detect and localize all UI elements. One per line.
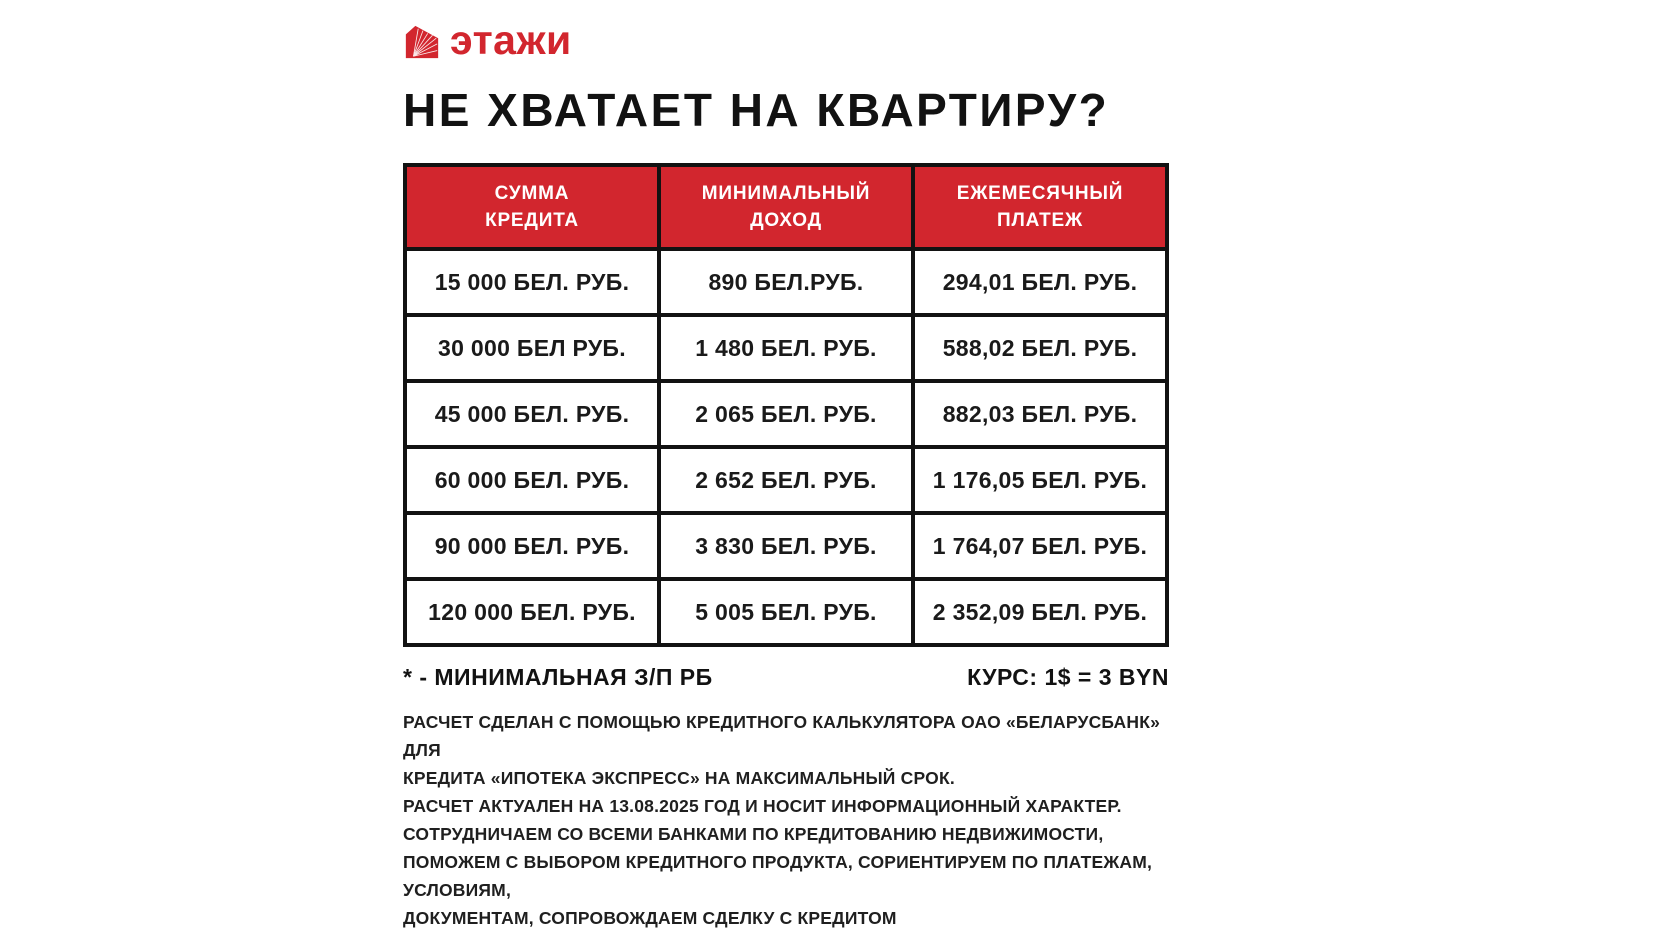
table-cell: 60 000 БЕЛ. РУБ. [407, 449, 657, 511]
table-cell: 588,02 БЕЛ. РУБ. [915, 317, 1165, 379]
page-title: НЕ ХВАТАЕТ НА КВАРТИРУ? [403, 84, 1110, 136]
fineprint-line: РАСЧЕТ АКТУАЛЕН НА 13.08.2025 ГОД И НОСИТ ИНФОРМАЦИОННЫЙ ХАРАКТЕР. [403, 796, 1122, 817]
header-line: МИНИМАЛЬНЫЙ [701, 182, 871, 204]
brand-name: этажи [450, 16, 572, 63]
content-column [403, 0, 1169, 932]
fineprint-line: КРЕДИТА «ИПОТЕКА ЭКСПРЕСС» НА МАКСИМАЛЬНЫЙ СРОК. [403, 768, 955, 789]
table-cell: 2 652 БЕЛ. РУБ. [661, 449, 911, 511]
fineprint-line: УСЛОВИЯМ, [403, 880, 512, 901]
table-cell: 3 830 БЕЛ. РУБ. [661, 515, 911, 577]
footnote-min-salary: * - МИНИМАЛЬНАЯ З/П РБ [403, 664, 713, 691]
fineprint-line: РАСЧЕТ СДЕЛАН С ПОМОЩЬЮ КРЕДИТНОГО КАЛЬКУЛЯТОРА ОАО «БЕЛАРУСБАНК» ДЛЯ [403, 712, 1161, 761]
table-header-monthly-payment [915, 167, 1165, 247]
header-line: СУММА [494, 182, 570, 204]
fineprint-line: ПОМОЖЕМ С ВЫБОРОМ КРЕДИТНОГО ПРОДУКТА, СОРИЕНТИРУЕМ ПО ПЛАТЕЖАМ, [403, 852, 1153, 873]
table-header-min-income [661, 167, 911, 247]
brand-logo [403, 16, 1169, 64]
table-cell: 15 000 БЕЛ. РУБ. [407, 251, 657, 313]
house-icon [403, 23, 441, 61]
table-cell: 2 352,09 БЕЛ. РУБ. [915, 581, 1165, 643]
table-cell: 1 480 БЕЛ. РУБ. [661, 317, 911, 379]
table-cell: 882,03 БЕЛ. РУБ. [915, 383, 1165, 445]
table-cell: 45 000 БЕЛ. РУБ. [407, 383, 657, 445]
table-cell: 5 005 БЕЛ. РУБ. [661, 581, 911, 643]
fineprint-block [403, 708, 1169, 932]
footnote-row [403, 664, 1169, 691]
table-cell: 294,01 БЕЛ. РУБ. [915, 251, 1165, 313]
table-cell: 1 764,07 БЕЛ. РУБ. [915, 515, 1165, 577]
table-cell: 120 000 БЕЛ. РУБ. [407, 581, 657, 643]
table-cell: 890 БЕЛ.РУБ. [661, 251, 911, 313]
header-line: ДОХОД [750, 210, 822, 232]
credit-table [403, 163, 1169, 647]
table-cell: 1 176,05 БЕЛ. РУБ. [915, 449, 1165, 511]
table-header-credit-sum [407, 167, 657, 247]
header-line: КРЕДИТА [485, 210, 579, 232]
footnote-exchange-rate: КУРС: 1$ = 3 BYN [967, 664, 1169, 691]
table-cell: 30 000 БЕЛ РУБ. [407, 317, 657, 379]
table-cell: 2 065 БЕЛ. РУБ. [661, 383, 911, 445]
header-line: ПЛАТЕЖ [996, 210, 1083, 232]
table-cell: 90 000 БЕЛ. РУБ. [407, 515, 657, 577]
fineprint-line: ДОКУМЕНТАМ, СОПРОВОЖДАЕМ СДЕЛКУ С КРЕДИТОМ [403, 908, 897, 929]
header-line: ЕЖЕМЕСЯЧНЫЙ [956, 182, 1124, 204]
fineprint-line: СОТРУДНИЧАЕМ СО ВСЕМИ БАНКАМИ ПО КРЕДИТОВАНИЮ НЕДВИЖИМОСТИ, [403, 824, 1104, 845]
